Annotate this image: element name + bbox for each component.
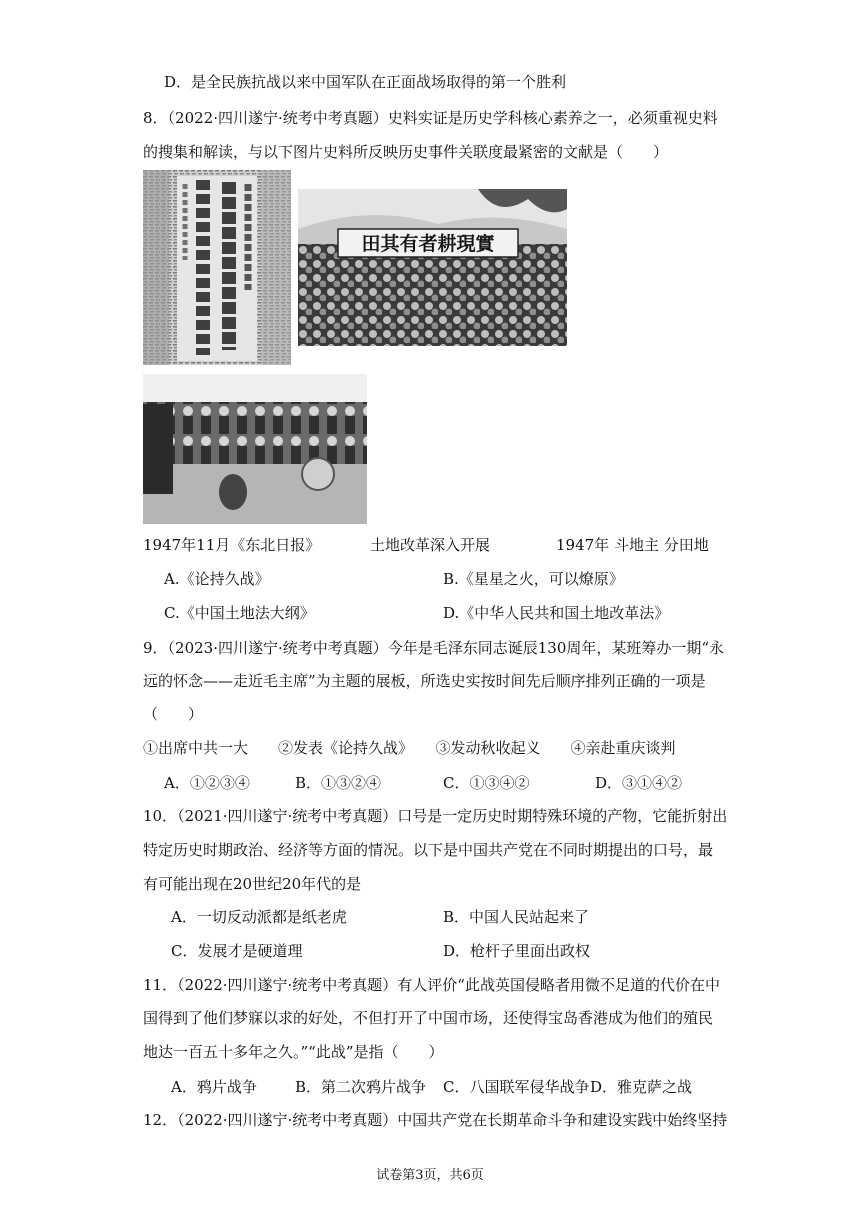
q12-stem-line1: 12．（2022·四川遂宁·统考中考真题）中国共产党在长期革命斗争和建设实践中始终坚持 xyxy=(143,1111,728,1129)
land-struggle-photo xyxy=(143,374,367,524)
q10-stem-line2: 特定历史时期政治、经济等方面的情况。以下是中国共产党在不同时期提出的口号，最 xyxy=(143,841,714,859)
q9-stem-line1: 9．（2023·四川遂宁·统考中考真题）今年是毛泽东同志诞辰130周年，某班筹办一期“永 xyxy=(143,639,725,657)
q9-items: ①出席中共一大 ②发表《论持久战》 ③发动秋收起义 ④亲赴重庆谈判 xyxy=(143,739,676,757)
q11-stem-line3: 地达一百五十多年之久。”“此战”是指（ ） xyxy=(143,1043,444,1061)
q10-option-a[interactable]: A．一切反动派都是纸老虎 xyxy=(171,908,347,926)
q10-option-c[interactable]: C．发展才是硬道理 xyxy=(171,942,303,960)
q8-option-c[interactable]: C.《中国土地法大纲》 xyxy=(164,604,315,622)
photo-caption-1: 1947年11月《东北日报》 xyxy=(143,536,321,554)
q8-stem-line2: 的搜集和解读，与以下图片史料所反映历史事件关联度最紧密的文献是（ ） xyxy=(143,143,669,161)
q11-option-c[interactable]: C．八国联军侵华战争 xyxy=(443,1078,590,1096)
banner-text: 田其有者耕現實 xyxy=(361,233,495,255)
q8-stem-line1: 8．（2022·四川遂宁·统考中考真题）史料实证是历史学科核心素养之一，必须重视史料 xyxy=(143,109,718,127)
photo-caption-3: 1947年 斗地主 分田地 xyxy=(556,536,709,554)
q8-option-b[interactable]: B.《星星之火，可以燎原》 xyxy=(443,570,624,588)
crowd-banner-photo xyxy=(298,189,567,346)
q11-option-b[interactable]: B．第二次鸦片战争 xyxy=(295,1078,427,1096)
q9-option-a[interactable]: A．①②③④ xyxy=(164,774,250,792)
q10-option-b[interactable]: B．中国人民站起来了 xyxy=(443,908,590,926)
newspaper-photo xyxy=(143,170,291,365)
q9-option-c[interactable]: C．①③④② xyxy=(443,774,530,792)
q11-stem-line2: 国得到了他们梦寐以求的好处，不但打开了中国市场，还使得宝岛香港成为他们的殖民 xyxy=(143,1009,714,1027)
q9-option-b[interactable]: B．①③②④ xyxy=(295,774,382,792)
q11-option-d[interactable]: D．雅克萨之战 xyxy=(590,1078,693,1096)
q10-stem-line3: 有可能出现在20世纪20年代的是 xyxy=(143,875,362,893)
q9-option-d[interactable]: D．③①④② xyxy=(595,774,683,792)
q8-option-a[interactable]: A.《论持久战》 xyxy=(164,570,270,588)
q8-option-d[interactable]: D.《中华人民共和国土地改革法》 xyxy=(443,604,670,622)
q10-stem-line1: 10．（2021·四川遂宁·统考中考真题）口号是一定历史时期特殊环境的产物，它能折射出 xyxy=(143,807,728,825)
q9-stem-line2: 远的怀念——走近毛主席”为主题的展板，所选史实按时间先后顺序排列正确的一项是 xyxy=(143,672,706,690)
page-footer: 试卷第3页，共6页 xyxy=(376,1168,484,1183)
q7-option-d: D．是全民族抗战以来中国军队在正面战场取得的第一个胜利 xyxy=(164,73,567,91)
q11-stem-line1: 11．（2022·四川遂宁·统考中考真题）有人评价“此战英国侵略者用微不足道的代价在中 xyxy=(143,976,720,994)
photo-caption-2: 土地改革深入开展 xyxy=(370,536,491,554)
q9-stem-line3: （ ） xyxy=(143,705,204,723)
q10-option-d[interactable]: D．枪杆子里面出政权 xyxy=(443,942,591,960)
q11-option-a[interactable]: A．鸦片战争 xyxy=(171,1078,257,1096)
